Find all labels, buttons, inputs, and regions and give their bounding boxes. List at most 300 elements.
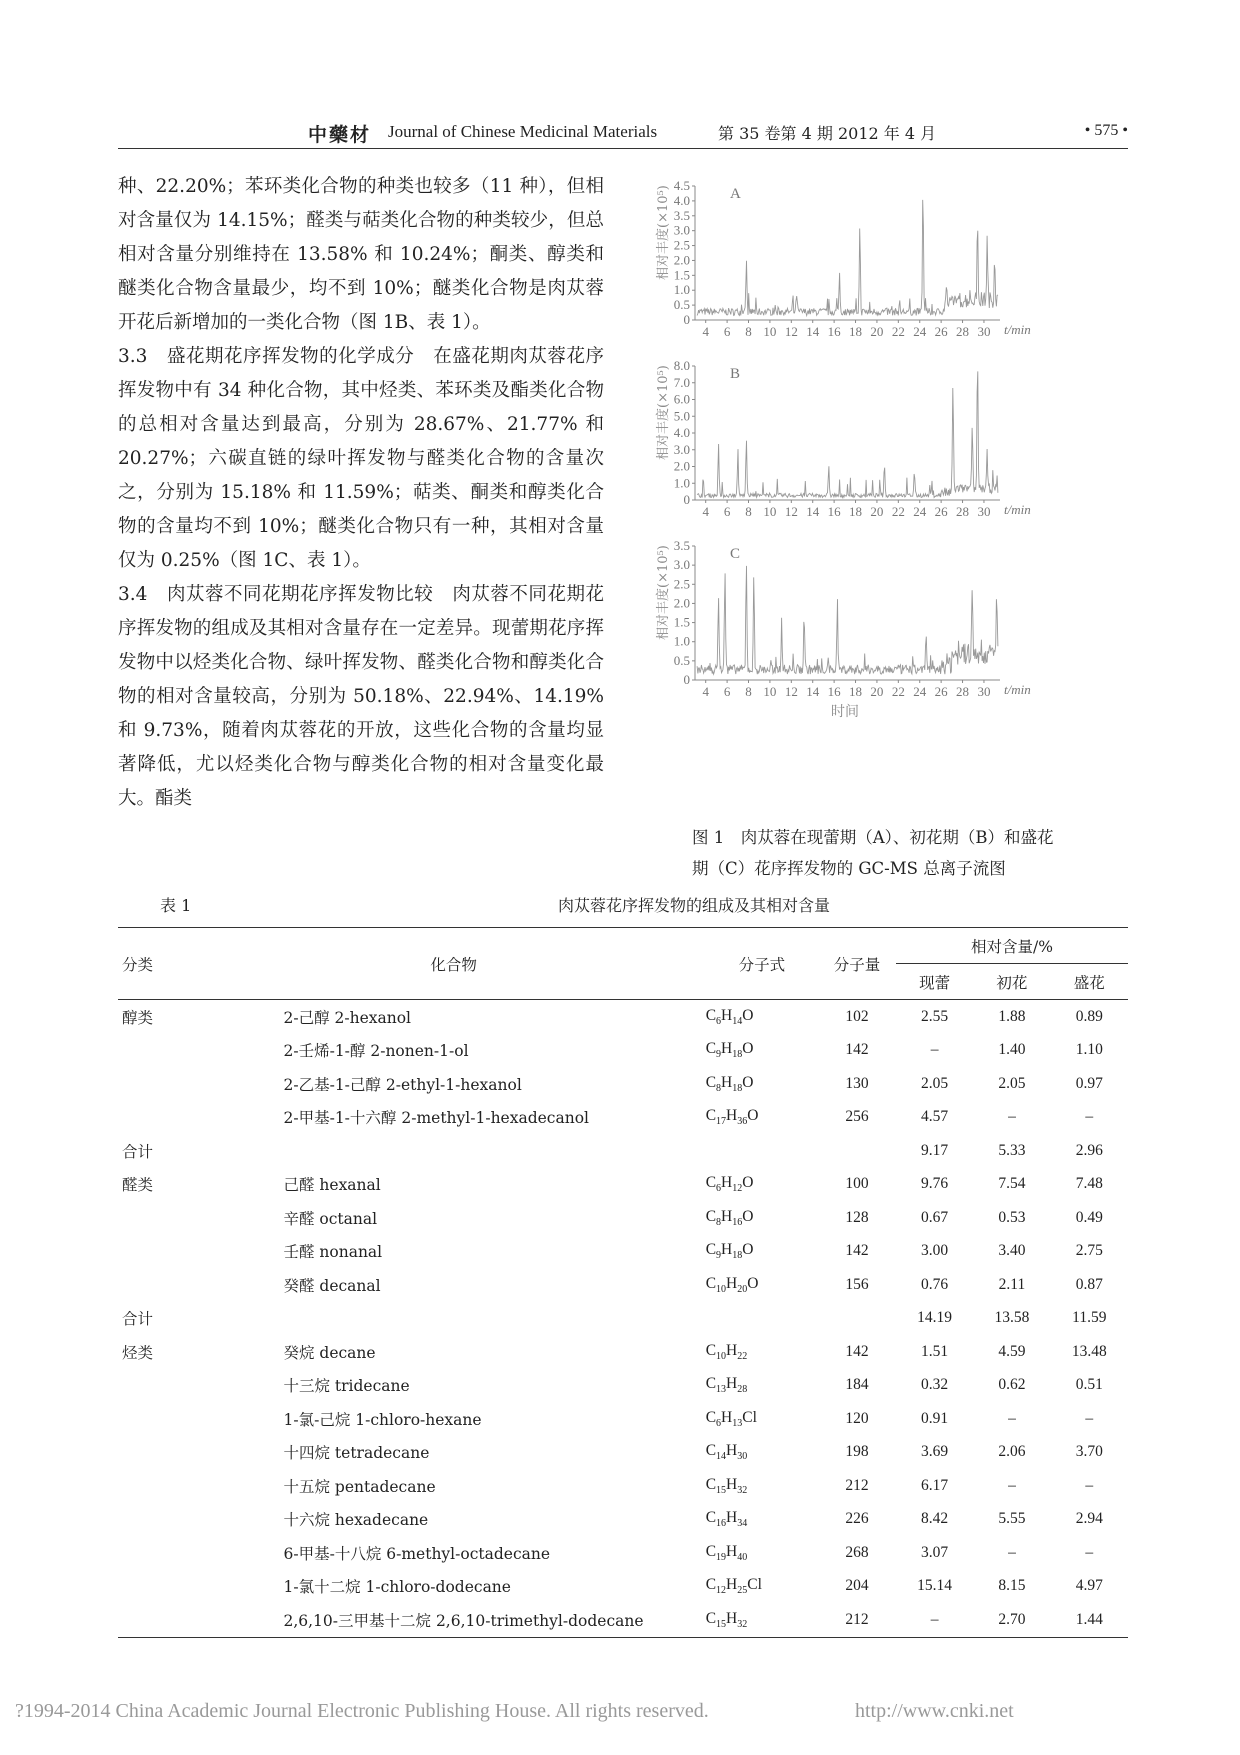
table-row [118, 1335, 1128, 1369]
x-tick-label: 16 [827, 324, 841, 339]
table-row [118, 1469, 1128, 1503]
formula-element: H [721, 1073, 733, 1091]
header-rule [118, 148, 1128, 149]
x-tick-label: 16 [827, 684, 841, 699]
cell-formula [706, 1369, 819, 1403]
formula-element: C [705, 1576, 717, 1594]
table-row [118, 1536, 1128, 1570]
x-tick-label: 12 [784, 504, 798, 519]
formula-element: C [705, 1107, 717, 1125]
table-row [118, 1168, 1128, 1202]
y-tick-label: 4.0 [673, 192, 690, 208]
formula-subscript: 8 [716, 1216, 722, 1228]
cell-formula [706, 1335, 819, 1369]
table-row [118, 1000, 1128, 1034]
chromatogram-trace [697, 371, 998, 497]
cell-category [118, 1067, 201, 1101]
formula-element: H [721, 1006, 733, 1024]
formula-subscript: 6 [716, 1417, 722, 1429]
table-row [118, 1134, 1128, 1168]
formula-element: H [721, 1207, 733, 1225]
x-tick-label: 22 [891, 684, 905, 699]
formula-element: H [726, 1274, 738, 1292]
cell-budding: 1.51 [921, 1342, 949, 1360]
cell-compound: 壬醛 nonanal [283, 1243, 383, 1262]
y-tick-label: 1.0 [673, 282, 690, 298]
formula-element: C [705, 1073, 717, 1091]
cell-mw: 142 [845, 1242, 869, 1260]
y-tick-label: 3.0 [673, 557, 690, 573]
cell-mw: 268 [845, 1543, 869, 1561]
x-tick-label: 20 [870, 324, 884, 339]
cell-compound: 2-己醇 2-hexanol [283, 1008, 412, 1027]
x-tick-label: 22 [891, 504, 905, 519]
compound-table [118, 927, 1128, 1638]
cell-formula [706, 1469, 819, 1503]
cell-category [118, 1268, 201, 1302]
cell-category [118, 1436, 201, 1470]
cell-formula [706, 1570, 819, 1604]
cell-full: 1.44 [1075, 1610, 1103, 1628]
cell-compound: 2-乙基-1-己醇 2-ethyl-1-hexanol [283, 1075, 522, 1094]
x-tick-label: 12 [784, 684, 798, 699]
y-tick-label: 1.0 [673, 475, 690, 491]
cell-formula [706, 1603, 819, 1637]
formula-subscript: 15 [716, 1484, 727, 1496]
cell-category: 醛类 [122, 1176, 154, 1195]
cell-budding: 0.32 [921, 1376, 949, 1394]
cell-mw: 204 [845, 1577, 869, 1595]
table-number: 表 1 [160, 896, 192, 915]
cell-budding: 15.14 [917, 1577, 953, 1595]
cell-category [118, 1235, 201, 1269]
y-tick-label: 2.5 [673, 576, 690, 592]
table-row [118, 1034, 1128, 1068]
cell-early: 2.70 [998, 1610, 1026, 1628]
y-tick-label: 4.0 [673, 425, 690, 440]
body-text-column [118, 170, 604, 816]
chromatogram-panel [655, 358, 1031, 519]
formula-element: H [721, 1408, 733, 1426]
cell-compound: 十三烷 tridecane [283, 1377, 410, 1396]
journal-name: Journal of Chinese Medicinal Materials [388, 122, 658, 141]
header-stage-budding: 现蕾 [919, 974, 951, 992]
formula-element: H [726, 1542, 738, 1560]
x-tick-label: 26 [934, 324, 948, 339]
x-tick-label: 26 [934, 504, 948, 519]
x-tick-label: 22 [891, 324, 905, 339]
cell-compound: 2-壬烯-1-醇 2-nonen-1-ol [283, 1042, 469, 1061]
formula-subscript: 25 [737, 1585, 748, 1597]
panel-label: B [730, 366, 741, 382]
cell-formula [706, 1034, 819, 1068]
formula-subscript: 10 [716, 1350, 727, 1362]
y-tick-label: 3.5 [673, 538, 690, 553]
cell-full: 2.75 [1075, 1242, 1103, 1260]
figure-caption-line1: 图 1 肉苁蓉在现蕾期（A）、初花期（B）和盛花 [692, 828, 1054, 847]
table-row [118, 1503, 1128, 1537]
page-number: • 575 • [1084, 122, 1128, 139]
cell-mw: 142 [845, 1342, 869, 1360]
figure-caption [692, 822, 1132, 884]
formula-element: C [705, 1174, 717, 1192]
cell-full: 2.94 [1075, 1510, 1103, 1528]
cell-full: 0.87 [1075, 1275, 1103, 1293]
formula-subscript: 20 [737, 1283, 748, 1295]
y-axis-title: 相对丰度(×10⁵) [656, 545, 671, 640]
table-caption: 肉苁蓉花序挥发物的组成及其相对含量 [558, 896, 831, 915]
x-tick-label: 10 [763, 324, 777, 339]
x-tick-label: 18 [849, 324, 863, 339]
cell-compound: 十五烷 pentadecane [283, 1477, 436, 1496]
formula-element: C [705, 1006, 717, 1024]
table-row [118, 1101, 1128, 1135]
x-unit-label: t/min [1004, 322, 1031, 337]
table-row [118, 1067, 1128, 1101]
cell-full: – [1085, 1543, 1094, 1561]
formula-element: H [721, 1241, 733, 1259]
x-tick-label: 28 [956, 684, 970, 699]
section-heading: 3.4 肉苁蓉不同花期花序挥发物比较 [118, 584, 434, 605]
cell-compound: 十四烷 tetradecane [283, 1444, 430, 1463]
cell-full: 0.97 [1075, 1074, 1103, 1092]
x-tick-label: 20 [870, 684, 884, 699]
panel-label: C [730, 546, 741, 562]
formula-element: O [747, 1107, 759, 1125]
formula-subscript: 18 [732, 1049, 743, 1061]
cell-budding: 9.76 [921, 1175, 949, 1193]
y-tick-label: 7.0 [673, 374, 690, 390]
formula-element: H [726, 1375, 738, 1393]
y-tick-label: 2.0 [673, 458, 690, 474]
y-tick-label: 3.5 [673, 207, 690, 223]
cell-budding: 3.07 [921, 1543, 949, 1561]
cell-compound: 1-氯十二烷 1-chloro-dodecane [283, 1578, 511, 1597]
formula-element: H [726, 1576, 738, 1594]
formula-subscript: 6 [716, 1183, 722, 1195]
cell-budding: 2.05 [921, 1074, 949, 1092]
cell-budding: 8.42 [921, 1510, 949, 1528]
cell-mw [818, 1134, 896, 1168]
x-tick-label: 18 [849, 684, 863, 699]
cell-compound: 己醛 hexanal [283, 1176, 381, 1195]
cell-full: 0.51 [1075, 1376, 1103, 1394]
cell-early: 0.62 [998, 1376, 1026, 1394]
page-footer [15, 1700, 1235, 1723]
cell-formula [706, 1302, 819, 1336]
cell-mw: 120 [845, 1409, 869, 1427]
table-row [118, 1369, 1128, 1403]
y-axis-title: 相对丰度(×10⁵) [656, 185, 671, 280]
header-category: 分类 [122, 955, 154, 974]
header-compound: 化合物 [430, 955, 477, 974]
cell-full: 4.97 [1075, 1577, 1103, 1595]
chromatogram-svg [655, 180, 1135, 820]
x-tick-label: 14 [806, 504, 820, 519]
cell-full: 3.70 [1075, 1443, 1103, 1461]
x-unit-label: t/min [1004, 502, 1031, 517]
x-tick-label: 30 [977, 684, 991, 699]
header-relative-content: 相对含量/% [896, 928, 1128, 964]
cell-mw: 212 [845, 1610, 869, 1628]
cell-formula [706, 1268, 819, 1302]
formula-element: Cl [747, 1576, 762, 1594]
x-tick-label: 4 [702, 504, 709, 519]
formula-element: Cl [742, 1408, 757, 1426]
x-tick-label: 14 [806, 324, 820, 339]
section-3-4 [118, 578, 604, 816]
cell-early: 7.54 [998, 1175, 1026, 1193]
cell-category: 醇类 [122, 1008, 154, 1027]
cell-early: 5.55 [998, 1510, 1026, 1528]
x-tick-label: 10 [763, 504, 777, 519]
y-tick-label: 1.0 [673, 633, 690, 649]
cell-full: – [1085, 1409, 1094, 1427]
y-tick-label: 6.0 [673, 391, 690, 407]
x-tick-label: 28 [956, 504, 970, 519]
x-tick-label: 8 [745, 684, 752, 699]
cell-category [118, 1503, 201, 1537]
formula-subscript: 9 [716, 1250, 722, 1262]
table-row [118, 1570, 1128, 1604]
x-tick-label: 6 [723, 324, 731, 339]
formula-element: O [742, 1006, 754, 1024]
formula-subscript: 12 [716, 1585, 727, 1597]
y-tick-label: 5.0 [673, 408, 690, 424]
cell-category [118, 1034, 201, 1068]
table-row [118, 1436, 1128, 1470]
cell-full: 0.49 [1075, 1208, 1103, 1226]
cell-budding: 3.00 [921, 1242, 949, 1260]
chromatogram-panel [655, 538, 1031, 699]
cell-budding: 4.57 [921, 1108, 949, 1126]
formula-element: C [705, 1375, 717, 1393]
cell-mw: 102 [845, 1007, 869, 1025]
cell-mw: 130 [845, 1074, 869, 1092]
formula-element: H [726, 1107, 738, 1125]
cell-early: – [1008, 1543, 1016, 1561]
cell-category [118, 1570, 201, 1604]
table-row [118, 1235, 1128, 1269]
cell-formula [706, 1000, 819, 1034]
cell-compound: 2,6,10-三甲基十二烷 2,6,10-trimethyl-dodecane [283, 1611, 644, 1630]
y-tick-label: 2.0 [673, 595, 690, 611]
x-axis-title: 时间 [831, 704, 859, 720]
running-header [118, 116, 1128, 146]
cell-budding: 3.69 [921, 1443, 949, 1461]
header-stage-early: 初花 [996, 974, 1028, 992]
y-tick-label: 0.5 [673, 297, 690, 313]
formula-element: C [705, 1509, 717, 1527]
cell-early: – [1008, 1476, 1016, 1494]
cell-full: 13.48 [1071, 1342, 1107, 1360]
cell-compound: 6-甲基-十八烷 6-methyl-octadecane [283, 1544, 551, 1563]
chromatogram-panel [655, 180, 1031, 339]
section-text: 在盛花期肉苁蓉花序挥发物中有 34 种化合物，其中烃类、苯环类及酯类化合物的总相对含量达到最高，分别为 28.67%、21.77% 和 20.27%；六碳直链的绿叶挥发物与醛类化合物的含量次之，分别为 15.18% 和 11.59%；萜类、酮类和醇类化合物的含量均不到 10%；醚类化合物只有一种，其相对含量仅为 0.25%（图 1C、表 1）。 [118, 346, 604, 571]
formula-subscript: 16 [716, 1518, 727, 1530]
cell-budding: 14.19 [917, 1309, 953, 1327]
y-tick-label: 0 [683, 672, 690, 687]
cell-formula [706, 1067, 819, 1101]
cell-early: 1.40 [998, 1041, 1026, 1059]
x-tick-label: 26 [934, 684, 948, 699]
cell-category: 合计 [122, 1310, 154, 1329]
y-tick-label: 0 [683, 312, 690, 327]
formula-element: O [742, 1174, 754, 1192]
cell-full: – [1085, 1476, 1094, 1494]
panel-label: A [730, 186, 741, 202]
cell-early: 13.58 [994, 1309, 1030, 1327]
cell-formula [706, 1402, 819, 1436]
formula-subscript: 14 [732, 1015, 743, 1027]
x-tick-label: 24 [913, 324, 927, 339]
cell-budding: 0.91 [921, 1409, 949, 1427]
x-tick-label: 30 [977, 504, 991, 519]
cell-budding: 6.17 [921, 1476, 949, 1494]
chromatogram-trace [697, 200, 998, 316]
copyright-notice: ?1994-2014 China Academic Journal Electronic Publishing House. All rights reserved. [15, 1700, 709, 1722]
cell-mw: 212 [845, 1476, 869, 1494]
y-tick-label: 4.5 [673, 180, 690, 193]
formula-subscript: 18 [732, 1250, 743, 1262]
cell-early: 2.05 [998, 1074, 1026, 1092]
formula-subscript: 22 [737, 1350, 748, 1362]
journal-logo: 中藥材 [308, 124, 372, 146]
formula-subscript: 34 [737, 1518, 748, 1530]
cell-budding: 9.17 [921, 1141, 949, 1159]
formula-element: H [726, 1609, 738, 1627]
cell-category: 烃类 [122, 1343, 154, 1362]
cell-full: 1.10 [1075, 1041, 1103, 1059]
formula-element: C [705, 1241, 717, 1259]
y-tick-label: 3.0 [673, 222, 690, 238]
formula-subscript: 40 [737, 1551, 748, 1563]
table-body [118, 1000, 1128, 1638]
figure-caption-line2: 期（C）花序挥发物的 GC-MS 总离子流图 [692, 859, 1006, 878]
issue-info: 第 35 卷第 4 期 2012 年 4 月 [718, 124, 937, 143]
formula-subscript: 32 [737, 1618, 748, 1630]
cell-early: 3.40 [998, 1242, 1026, 1260]
cell-mw: 184 [845, 1376, 869, 1394]
cell-early: 0.53 [998, 1208, 1026, 1226]
formula-subscript: 13 [716, 1384, 727, 1396]
cell-early: – [1008, 1108, 1016, 1126]
cell-early: 2.06 [998, 1443, 1026, 1461]
table-row [118, 1268, 1128, 1302]
formula-subscript: 28 [737, 1384, 748, 1396]
chromatogram-trace [697, 566, 998, 674]
cell-compound: 1-氯-己烷 1-chloro-hexane [283, 1410, 482, 1429]
cell-formula [706, 1101, 819, 1135]
cell-category [118, 1536, 201, 1570]
section-text: 肉苁蓉不同花期花序挥发物的组成及其相对含量存在一定差异。现蕾期花序挥发物中以烃类化合物、绿叶挥发物、醛类化合物和醇类化合物的相对含量较高，分别为 50.18%、22.94%、14.19% 和 9.73%，随着肉苁蓉花的开放，这些化合物的含量均显著降低，尤以烃类化合物与醇类化合物的相对含量变化最大。酯类 [118, 584, 604, 809]
cell-formula [706, 1503, 819, 1537]
formula-element: H [726, 1509, 738, 1527]
x-tick-label: 4 [702, 684, 709, 699]
cell-category [118, 1369, 201, 1403]
cell-mw: 128 [845, 1208, 869, 1226]
cell-compound [201, 1134, 705, 1168]
cell-category [118, 1402, 201, 1436]
x-tick-label: 24 [913, 684, 927, 699]
formula-element: H [721, 1174, 733, 1192]
header-stage-full: 盛花 [1073, 974, 1105, 992]
formula-element: C [705, 1341, 717, 1359]
x-tick-label: 10 [763, 684, 777, 699]
x-tick-label: 8 [745, 324, 752, 339]
cell-compound: 辛醛 octanal [283, 1209, 378, 1228]
formula-element: O [742, 1241, 754, 1259]
cell-compound: 癸醛 decanal [283, 1276, 381, 1295]
cell-budding: – [930, 1041, 939, 1059]
cell-category: 合计 [122, 1142, 154, 1161]
formula-element: H [726, 1442, 738, 1460]
x-tick-label: 18 [849, 504, 863, 519]
y-tick-label: 2.5 [673, 237, 690, 253]
formula-subscript: 19 [716, 1551, 727, 1563]
table-row [118, 1402, 1128, 1436]
x-tick-label: 30 [977, 324, 991, 339]
formula-subscript: 36 [737, 1116, 748, 1128]
cell-mw: 142 [845, 1041, 869, 1059]
x-tick-label: 16 [827, 504, 841, 519]
cell-compound: 十六烷 hexadecane [283, 1511, 429, 1530]
formula-subscript: 13 [732, 1417, 743, 1429]
y-tick-label: 3.0 [673, 441, 690, 457]
x-tick-label: 20 [870, 504, 884, 519]
cell-category [118, 1201, 201, 1235]
cell-category [118, 1603, 201, 1637]
formula-element: C [705, 1207, 717, 1225]
cell-budding: 0.76 [921, 1275, 949, 1293]
cell-mw: 156 [845, 1275, 869, 1293]
section-heading: 3.3 盛花期花序挥发物的化学成分 [118, 346, 415, 367]
cell-early: – [1008, 1409, 1016, 1427]
cell-early: 2.11 [998, 1275, 1026, 1293]
x-tick-label: 6 [723, 684, 731, 699]
y-tick-label: 0 [683, 492, 690, 507]
formula-element: C [705, 1274, 717, 1292]
cell-formula [706, 1436, 819, 1470]
y-tick-label: 1.5 [673, 267, 690, 283]
cell-compound [201, 1302, 705, 1336]
cell-full: 7.48 [1075, 1175, 1103, 1193]
formula-element: O [742, 1040, 754, 1058]
cell-full: – [1085, 1108, 1094, 1126]
cell-mw [818, 1302, 896, 1336]
cell-formula [706, 1201, 819, 1235]
y-axis-title: 相对丰度(×10⁵) [656, 365, 671, 460]
cell-full: 2.96 [1075, 1141, 1103, 1159]
x-tick-label: 14 [806, 684, 820, 699]
paragraph-continued: 种、22.20%；苯环类化合物的种类也较多（11 种），但相对含量仅为 14.15%；醛类与萜类化合物的种类较少，但总相对含量分别维持在 13.58% 和 10.24%；酮类、醇类和醚类化合物含量最少，均不到 10%；醚类化合物是肉苁蓉开花后新增加的一类化合物（图 1B、表 1）。 [118, 176, 604, 333]
table-row [118, 1302, 1128, 1336]
header-formula: 分子式 [738, 956, 786, 974]
x-unit-label: t/min [1004, 682, 1031, 697]
formula-subscript: 8 [716, 1082, 722, 1094]
y-tick-label: 2.0 [673, 252, 690, 268]
cell-formula [706, 1168, 819, 1202]
formula-subscript: 30 [737, 1451, 748, 1463]
table-row [118, 1201, 1128, 1235]
formula-element: H [726, 1475, 738, 1493]
formula-subscript: 12 [732, 1183, 743, 1195]
formula-subscript: 9 [716, 1049, 722, 1061]
y-tick-label: 0.5 [673, 652, 690, 668]
section-3-3 [118, 340, 604, 578]
formula-element: C [705, 1040, 717, 1058]
formula-subscript: 15 [716, 1618, 727, 1630]
